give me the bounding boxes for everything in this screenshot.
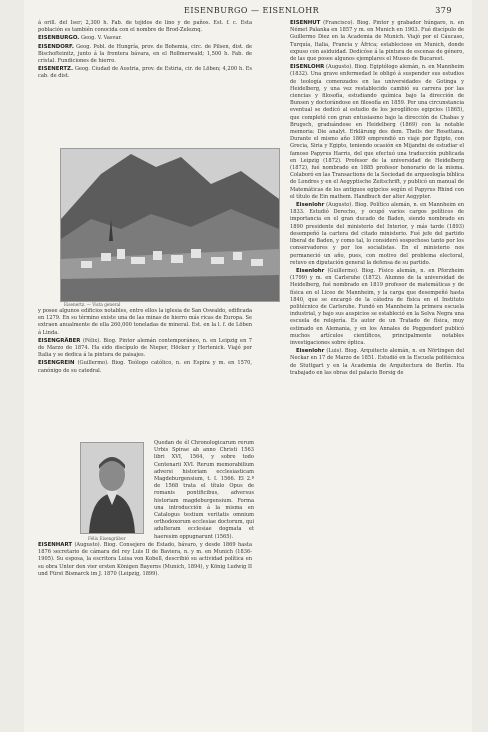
eisengrein-wrap-text: Quedan de él Chronologicarum rerum Urbis Spirae ab anno Christi 1563 libri XVI, 1564, y sobre todo Centenarii XVI. Rerum memorabilium adversi historiam ecclesiasticam Magdeburgensium, t. I. 1566. El 2.º de 1568 trata el título Opus de romanis pontificibus, adversus historiam magdeburgensium. Forma una introducción á la misma en Catalogus testium veritatis omnium orthodoxorum ecclesiae doctorum, qui adulteram ecclesiae dogmata et haeresim oppugnarunt (1565).	[154, 440, 254, 540]
entry-eisenertz: EISENERTZ. Geog. Ciudad de Austria, prov. de Estiria, cir. de Löben; 4,200 h. Es cab. de dist.	[38, 66, 252, 80]
entry-eisenhut: EISENHUT (Francisco). Biog. Pintor y grabador húngaro, n. en Német Palanka en 1857 y m. en Munich en 1903. Fué discípulo de Guillermo Diez en la Academia de Munich. Viajó por el Cáucaso, Turquía, Italia, Francia y África; estableciose en Munich, donde expuso con asiduidad. Dedicóse á la pintura de escenas de género, de las que posee algunos ejemplares el Museo de Bucarest.	[290, 20, 465, 63]
town-photo	[60, 148, 280, 302]
entry-eisenertz-cont: y posee algunos edificios notables, entre ellos la iglesia de San Oswaldo, edificada en 1279. En su término existe una de las minas de hierro más ricas de Europa. Se extraen anualmente de ella 260,000 toneladas de mineral. Est. en la l. f. de Löben á Linda.	[38, 308, 252, 336]
page-header	[24, 6, 472, 20]
entry-eisenburgo: EISENBURGO. Geog. V. Vasvar.	[38, 35, 122, 42]
left-column-bottom	[38, 542, 252, 579]
entry-eisenlohr-politico: Eisenlohr (Augusto). Biog. Político alemán, n. en Mannheim en 1833. Estudió Derecho, y ocupó varios cargos políticos de importancia en el gran ducado de Baden, siendo nombrado en 1890 presidente del ministerio del Interior, y más tarde (1893) desempeñó la cartera del citado ministerio. Fué jefe del partido liberal de Baden, y como tal, lo consideró sospechoso tanto por los conservadores y por los socialistas. En el ministerio nos permaneció un año, pues, con motivo del problema electoral, retuvo en diputación general la defensa de su partido.	[290, 202, 464, 266]
page-number: 379	[435, 6, 452, 15]
portrait-caption: Félix Eisengräber	[88, 536, 126, 541]
book-page	[24, 0, 472, 732]
running-title: EISENBURGO — EISENLOHR	[184, 6, 320, 15]
town-photo-caption: Eisenertz. — Vista general	[64, 302, 121, 307]
portrait-photo	[80, 442, 144, 534]
entry-eisenlohr-guillermo: Eisenlohr (Guillermo). Biog. Físico alemán, n. en Pforzheim (1799) y m. en Carlsruhe (1872). Alumno de la universidad de Heidelberg, fué nombrado en 1819 profesor de matemáticas y de física en el Liceo de Mannheim, y la carga que desempeñó hasta 1840, que se encargó de la cátedra de física en el Instituto politécnico de Carlsruhe. Fundó en Mannheim la primera escuela industrial, y bajo sus auspicios se estableció en la Selva Negra una escuela de relojería. Es autor de un Tratado de física, muy estimado en Alemania, y en los Annales de Poggendorf publicó muchos artículos científicos, principalmente notables investigaciones sobre óptica.	[290, 267, 465, 346]
entry-eisenhart: EISENHART (Augusto). Biog. Consejero de Estado, bávaro, y desde 1869 hasta 1876 secretario de cámara del rey Luis II de Baviera, n. y m. en Munich (1836-1905). Su esposa, la escritora Luisa von Kobell, describió su actividad política en su obra Unter den vier ersten Königen Bayerns (Munich, 1894), y König Ludwig II und Fürst Bismarck im J. 1870 (Leipzig, 1899).	[38, 542, 252, 577]
entry-eisengraber: EISENGRÄBER (Félix). Biog. Pintor alemán contemporáneo, n. en Leipzig en 7 de Marzo de 1874. Ha sido discípulo de Nieper, Höcker y Hertenick. Viajó por Italia y se dedica á la pintura de paisajes.	[38, 337, 252, 359]
entry-eisengrein: EISENGREIN (Guillermo). Biog. Teólogo católico, n. en Espira y m. en 1570, canónigo de su catedral.	[38, 360, 252, 374]
entry-eisenlohr-luis: Eisenlohr (Luis). Biog. Arquitecto alemán, n. en Nörtingen del Neckar en 17 de Marzo de 1851. Estudió en la Escuela politécnica de Stuttgart y en la Academia de Arquitectura de Berlín. Ha trabajado en las obras del palacio Borsig de	[290, 348, 464, 376]
entry-eisenlohr-augusto: EISENLOHR (Augusto). Biog. Egiptólogo alemán, n. en Mannheim (1832). Una grave enfermedad le obligó á suspender sus estudios de teología comenzados en las universidades de Gotinga y Heidelberg, y una vez restablecido cambió su carrera por las ciencias y filosofía, estudiando química bajo la dirección de Bunsen y doctorándose en filosofía en 1859. Por una circunstancia eventual se dedicó al estudio de los jeroglíficos egipcios (1865), que completó con gran entusiasmo bajo la dirección de Chabas y Brugsch, graduándose en Heidelberg (1869) con la notable memoria: Die analyt. Erklärung des dem. Theils der Rosettana. Durante el mismo año 1869 emprendió un viaje por Egipto, con Grecia, Siria y Egipto, teniendo ocasión en Mijandni de estudiar el famoso Papyrus Harris, del que efectuó una traducción publicada en Leipzig (1872). Profesor de la universidad de Heidelberg (1872), fué nombrado en 1885 profesor honorario de la misma. Colaboró en las Transactions de la Sociedad de arqueología bíblica de Londres y en el Aegyptische Zeitschrift, y publicó un manual de Matemáticas de los antiguos egipcios según el Papyrus Rhind con el título de Ein mathem. Handbuch der alter Aegypter.	[290, 64, 465, 200]
left-column-middle	[38, 308, 252, 376]
entry-eisendorf: EISENDORF. Geog. Pobl. de Hungría, prov. de Bohemia, circ. de Pilsen, dist. de Bischofteinitz, junto á la frontera bávara, en el Rollmerwald; 1,500 h. Fab. de cristal. Fundiciones de hierro.	[38, 43, 253, 65]
left-column-top	[38, 20, 252, 82]
entry-brod: á orill. del Iser; 2,300 h. Fab. de tejidos de lino y de paños. Est. f. c. Esta población es también conocida con el nombre de Brod-Zeleznq.	[38, 20, 252, 34]
right-column	[290, 20, 464, 378]
